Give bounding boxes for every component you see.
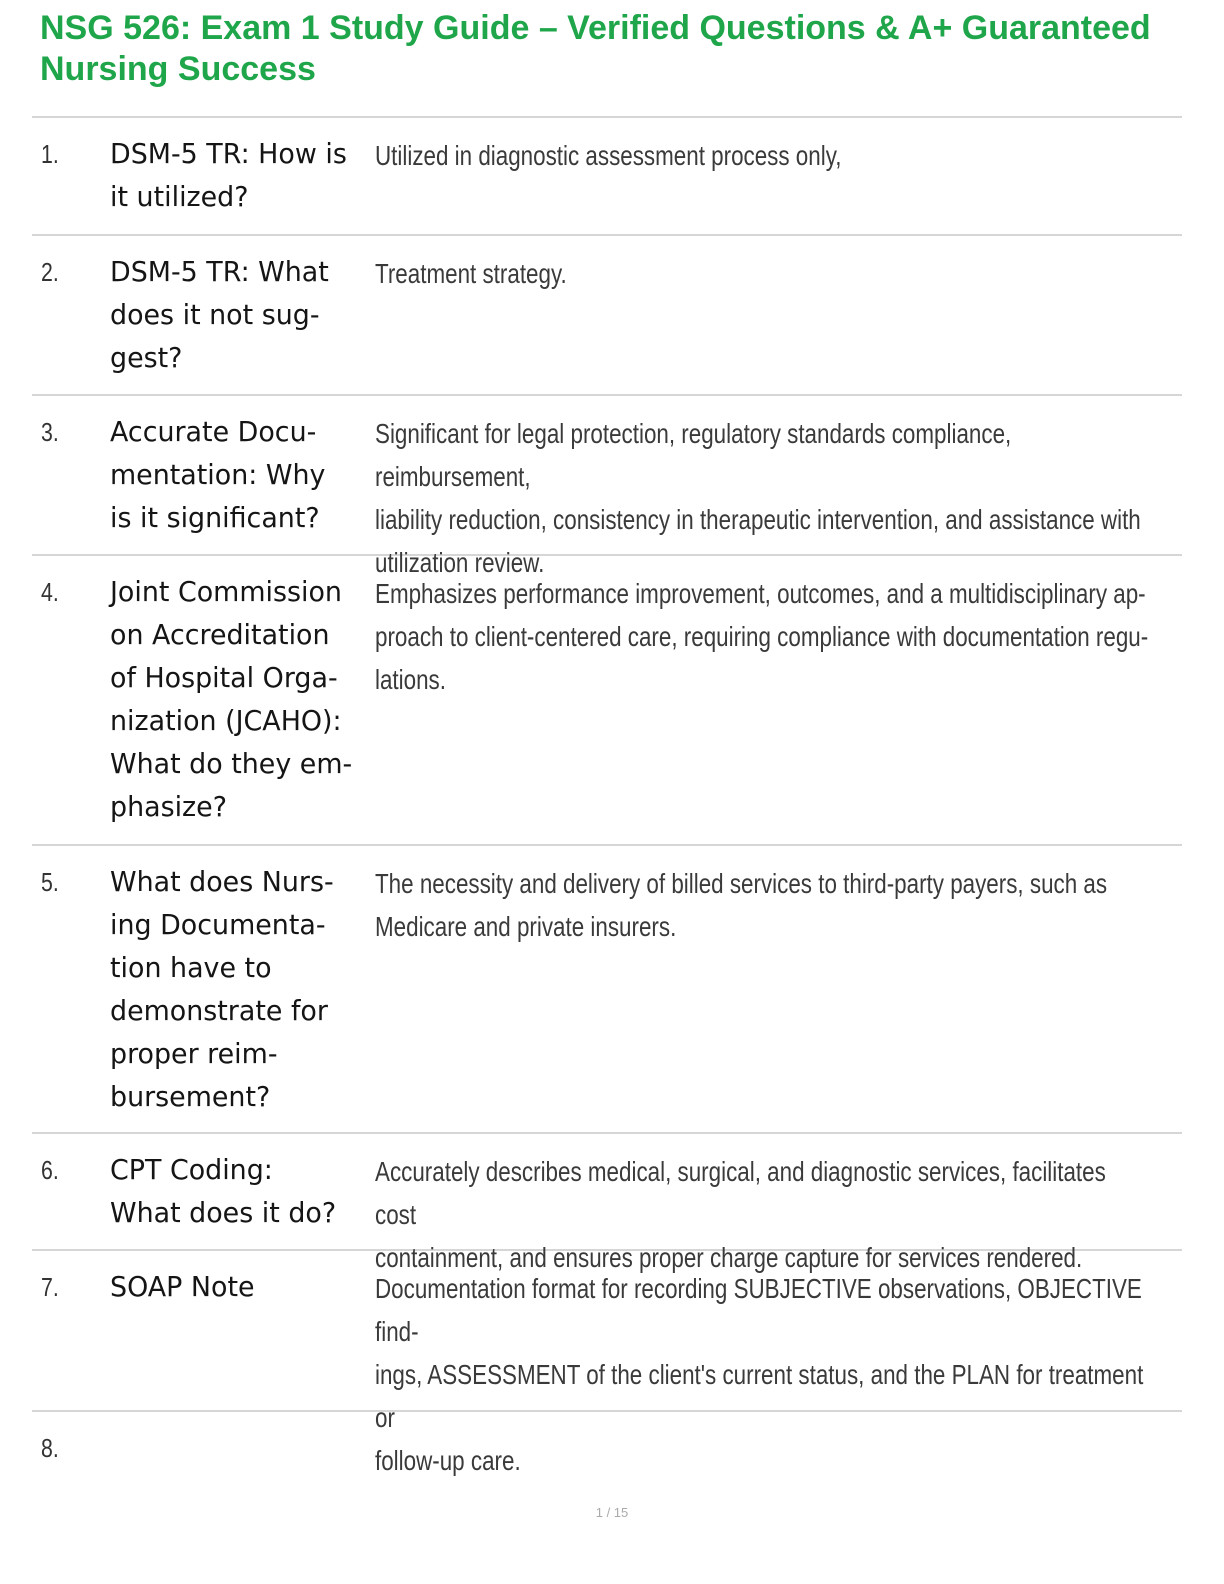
question-line: What does Nurs-: [110, 865, 334, 898]
question-line: proper reim-: [110, 1037, 278, 1070]
page-title: [40, 8, 1210, 90]
answer-line: Medicare and private insurers.: [375, 911, 677, 942]
item-number: 5.: [41, 867, 59, 897]
question-line: DSM-5 TR: What: [110, 255, 329, 288]
item-question: [110, 250, 362, 379]
question-line: bursement?: [110, 1080, 271, 1113]
question-line: nization (JCAHO):: [110, 704, 342, 737]
item-answer: [375, 572, 1151, 701]
qa-list: [32, 116, 1182, 1482]
item-question: [110, 860, 362, 1118]
question-line: does it not sug-: [110, 298, 320, 331]
answer-line: utilization review.: [375, 547, 545, 578]
item-answer: [375, 134, 1151, 177]
question-line: demonstrate for: [110, 994, 328, 1027]
qa-item: [32, 846, 1182, 1134]
question-line: SOAP Note: [110, 1270, 255, 1303]
item-number: 4.: [41, 577, 59, 607]
answer-line: ings, ASSESSMENT of the client's current status, and the PLAN for treatment or: [375, 1359, 1144, 1433]
qa-item: [32, 1251, 1182, 1476]
qa-item: [32, 396, 1182, 578]
answer-line: Significant for legal protection, regulatory standards compliance, reimbursement,: [375, 418, 1012, 492]
question-line: is it significant?: [110, 501, 320, 534]
page-number: 1 / 15: [595, 1505, 629, 1520]
question-line: gest?: [110, 341, 183, 374]
question-line: CPT Coding:: [110, 1153, 273, 1186]
answer-line: Emphasizes performance improvement, outcomes, and a multidisciplinary ap-: [375, 578, 1146, 609]
answer-line: Documentation format for recording SUBJECTIVE observations, OBJECTIVE find-: [375, 1273, 1142, 1347]
question-line: tion have to: [110, 951, 272, 984]
item-question: [110, 132, 362, 218]
question-line: DSM-5 TR: How is: [110, 137, 347, 170]
qa-item: [32, 236, 1182, 396]
answer-line: The necessity and delivery of billed services to third-party payers, such as: [375, 868, 1108, 899]
item-answer: [375, 862, 1151, 948]
question-line: mentation: Why: [110, 458, 326, 491]
item-number: 2.: [41, 257, 59, 287]
qa-item: [32, 1412, 1182, 1482]
item-number: 7.: [41, 1272, 59, 1302]
item-question: [110, 1148, 362, 1234]
question-line: Joint Commission: [110, 575, 342, 608]
answer-line: liability reduction, consistency in therapeutic intervention, and assistance with: [375, 504, 1141, 535]
item-number: 1.: [41, 139, 59, 169]
question-line: What does it do?: [110, 1196, 337, 1229]
answer-line: proach to client-centered care, requiring compliance with documentation regu-: [375, 621, 1149, 652]
qa-item: [32, 556, 1182, 846]
answer-line: containment, and ensures proper charge capture for services rendered.: [375, 1242, 1083, 1273]
answer-line: lations.: [375, 664, 446, 695]
title-line-2: Nursing Success: [40, 50, 316, 88]
title-line-1: NSG 526: Exam 1 Study Guide – Verified Questions & A+ Guaranteed: [40, 9, 1151, 47]
item-number: 6.: [41, 1155, 59, 1185]
item-answer: [375, 252, 1151, 295]
answer-line: Treatment strategy.: [375, 258, 567, 289]
item-question: [110, 410, 362, 539]
answer-line: Utilized in diagnostic assessment process only,: [375, 140, 842, 171]
item-number: 8.: [41, 1433, 59, 1463]
answer-line: Accurately describes medical, surgical, and diagnostic services, facilitates cost: [375, 1156, 1106, 1230]
question-line: phasize?: [110, 790, 227, 823]
question-line: What do they em-: [110, 747, 353, 780]
question-line: on Accreditation: [110, 618, 330, 651]
item-number: 3.: [41, 417, 59, 447]
answer-line: follow-up care.: [375, 1445, 521, 1476]
item-question: [110, 1265, 362, 1308]
question-line: it utilized?: [110, 180, 249, 213]
question-line: of Hospital Orga-: [110, 661, 338, 694]
item-question: [110, 570, 362, 828]
question-line: ing Documenta-: [110, 908, 326, 941]
qa-item: [32, 1134, 1182, 1273]
qa-item: [32, 118, 1182, 236]
question-line: Accurate Docu-: [110, 415, 317, 448]
